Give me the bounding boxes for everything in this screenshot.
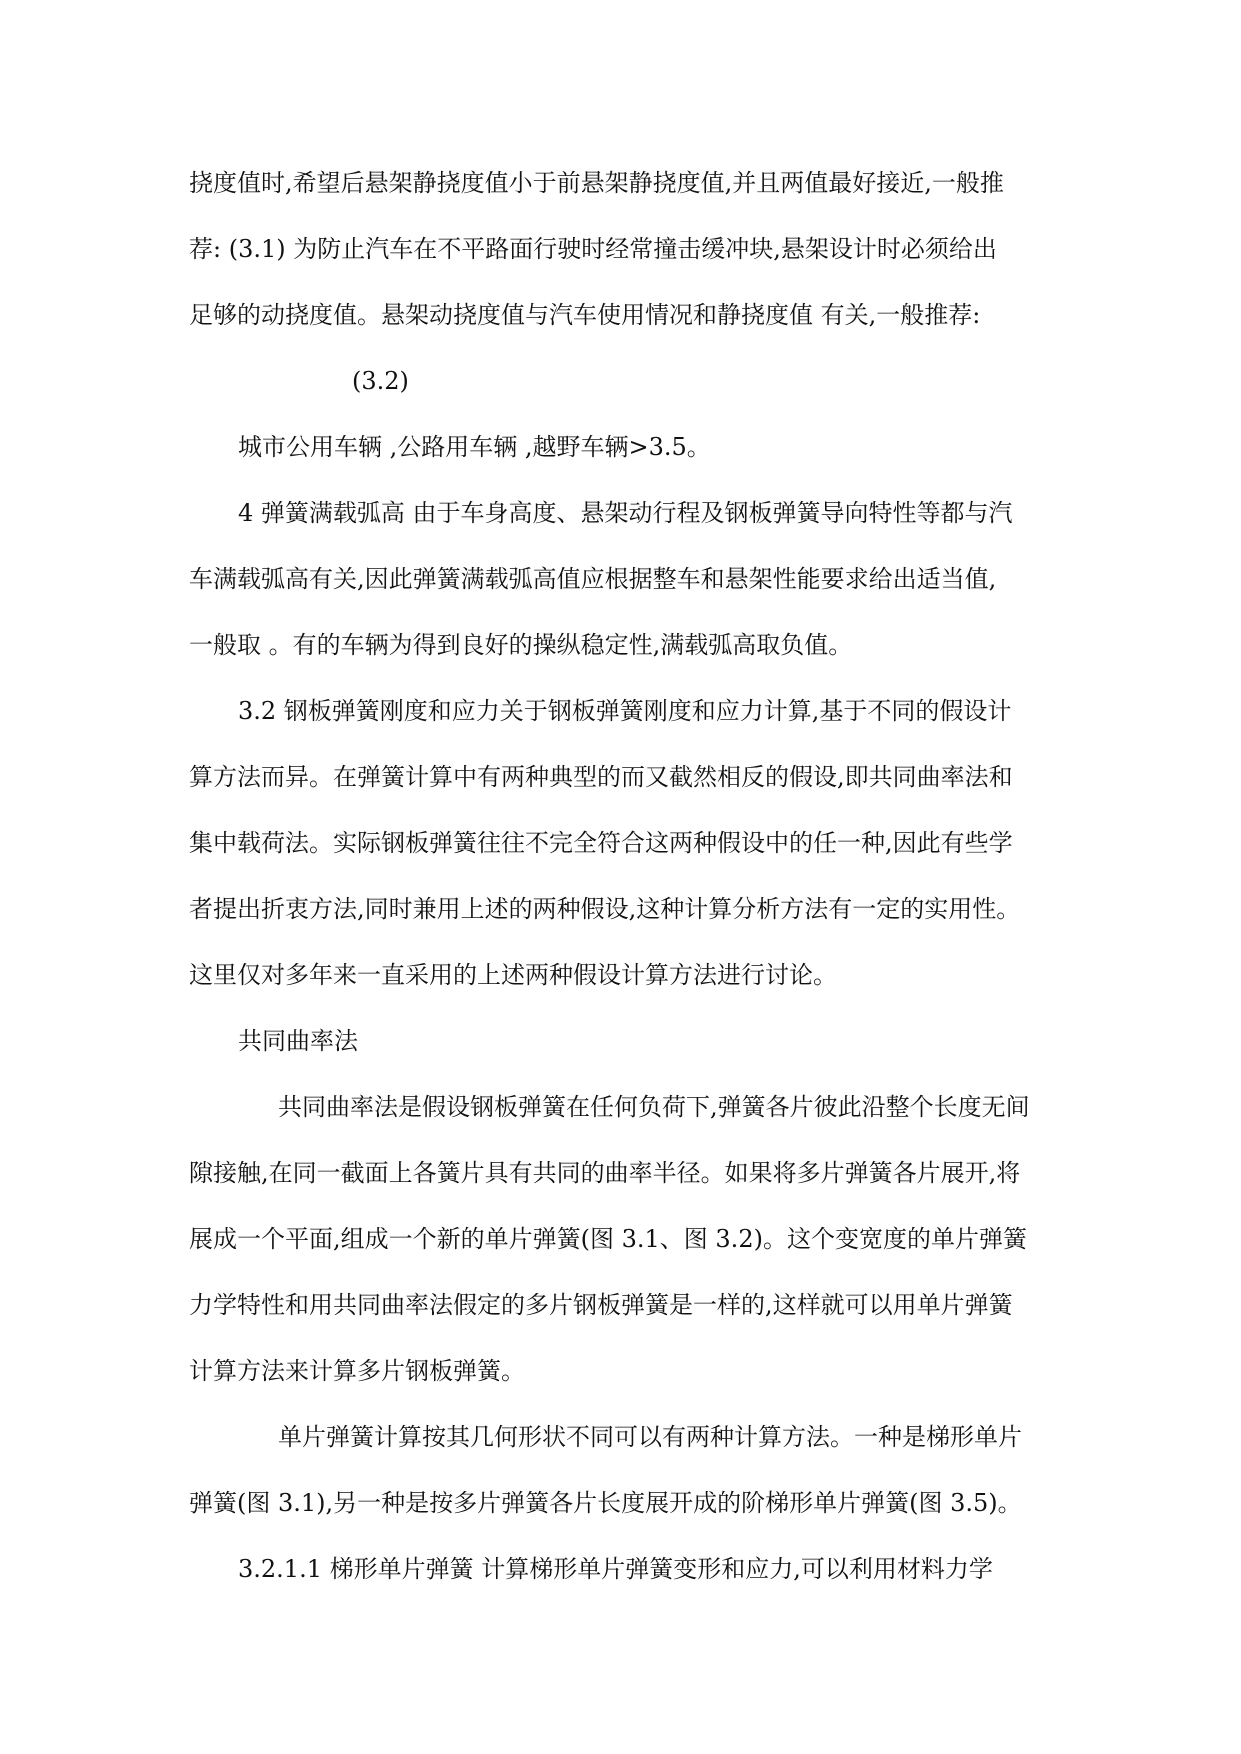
section-heading: 共同曲率法	[238, 1027, 358, 1055]
text-line: 展成一个平面,组成一个新的单片弹簧(图 3.1、图 3.2)。这个变宽度的单片弹簧	[189, 1225, 1027, 1253]
text-line: 一般取 。有的车辆为得到良好的操纵稳定性,满载弧高取负值。	[189, 631, 853, 659]
text-line: 算方法而异。在弹簧计算中有两种典型的而又截然相反的假设,即共同曲率法和	[189, 763, 1013, 791]
text-line: 3.2.1.1 梯形单片弹簧 计算梯形单片弹簧变形和应力,可以利用材料力学	[238, 1555, 993, 1583]
text-line: 这里仅对多年来一直采用的上述两种假设计算方法进行讨论。	[189, 961, 837, 989]
text-line: 挠度值时,希望后悬架静挠度值小于前悬架静挠度值,并且两值最好接近,一般推	[189, 169, 1004, 197]
text-line: 集中载荷法。实际钢板弹簧往往不完全符合这两种假设中的任一种,因此有些学	[189, 829, 1013, 857]
text-line: 4 弹簧满载弧高 由于车身高度、悬架动行程及钢板弹簧导向特性等都与汽	[238, 499, 1013, 527]
text-line: 力学特性和用共同曲率法假定的多片钢板弹簧是一样的,这样就可以用单片弹簧	[189, 1291, 1013, 1319]
text-line: 3.2 钢板弹簧刚度和应力关于钢板弹簧刚度和应力计算,基于不同的假设计	[238, 697, 1012, 725]
text-line: 车满载弧高有关,因此弹簧满载弧高值应根据整车和悬架性能要求给出适当值,	[189, 565, 997, 593]
text-line: 荐: (3.1) 为防止汽车在不平路面行驶时经常撞击缓冲块,悬架设计时必须给出	[189, 235, 997, 263]
text-line: 单片弹簧计算按其几何形状不同可以有两种计算方法。一种是梯形单片	[278, 1423, 1022, 1451]
text-line: 隙接触,在同一截面上各簧片具有共同的曲率半径。如果将多片弹簧各片展开,将	[189, 1159, 1021, 1187]
text-line: 城市公用车辆 ,公路用车辆 ,越野车辆>3.5。	[238, 433, 711, 461]
text-line: 者提出折衷方法,同时兼用上述的两种假设,这种计算分析方法有一定的实用性。	[189, 895, 1021, 923]
text-line: 足够的动挠度值。悬架动挠度值与汽车使用情况和静挠度值 有关,一般推荐:	[189, 301, 981, 329]
text-line: 共同曲率法是假设钢板弹簧在任何负荷下,弹簧各片彼此沿整个长度无间	[278, 1093, 1030, 1121]
text-line: 计算方法来计算多片钢板弹簧。	[189, 1357, 525, 1385]
text-line: 弹簧(图 3.1),另一种是按多片弹簧各片长度展开成的阶梯形单片弹簧(图 3.5)。	[189, 1489, 1022, 1517]
equation-number: (3.2)	[352, 367, 409, 395]
